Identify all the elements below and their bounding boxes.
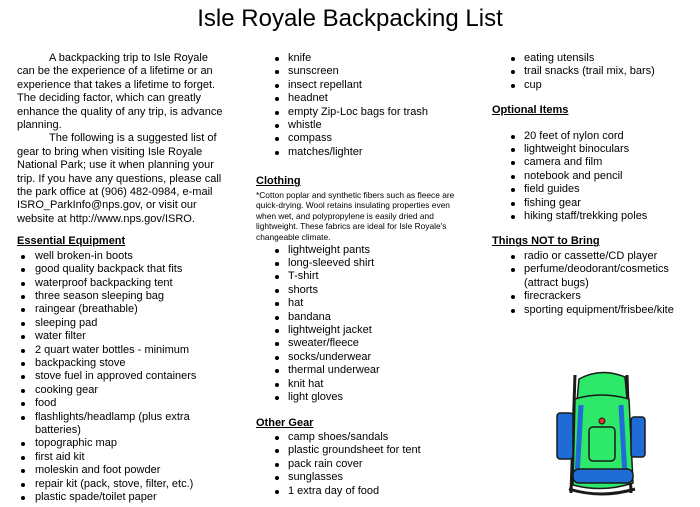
list-item: headnet [256,92,471,105]
other-gear-heading: Other Gear [256,416,314,429]
list-item: bandana [256,311,471,324]
list-item: plastic groundsheet for tent [256,444,471,457]
list-item: camp shoes/sandals [256,431,471,444]
column-left [17,52,227,504]
list-item: fishing gear [492,197,692,210]
optional-items-heading: Optional Items [492,104,569,117]
backpack-icon [545,365,655,500]
list-item: thermal underwear [256,364,471,377]
list-item: topographic map [17,437,227,450]
list-item: whistle [256,119,471,132]
list-item: shorts [256,284,471,297]
list-item: first aid kit [17,451,227,464]
list-item: field guides [492,183,692,196]
not-to-bring-heading: Things NOT to Bring [492,235,600,248]
essential-equipment-list [17,250,227,505]
list-item: perfume/deodorant/cosmetics (attract bugs) [492,263,692,290]
other-gear-list [256,431,471,498]
list-item: raingear (breathable) [17,303,227,316]
list-item: plastic spade/toilet paper [17,491,227,504]
list-item: knit hat [256,378,471,391]
clothing-heading: Clothing [256,175,301,188]
intro-paragraph-1: A backpacking trip to Isle Royale can be the experience of a lifetime or an experience that takes a lifetime to forget. The deciding factor, which can greatly enhance the quality of any trip, is advance planning. [17,52,223,132]
list-item: 1 extra day of food [256,485,471,498]
clothing-list [256,244,471,405]
not-to-bring-list [492,250,692,317]
list-item: sunglasses [256,471,471,484]
backpack-base [569,489,635,494]
list-item: empty Zip-Loc bags for trash [256,106,471,119]
list-item: well broken-in boots [17,250,227,263]
other-gear-list-continued [492,52,692,92]
backpack-buckle [599,418,605,424]
list-item: sunscreen [256,65,471,78]
list-item: waterproof backpacking tent [17,277,227,290]
list-item: moleskin and foot powder [17,464,227,477]
backpack-side-pocket [557,413,573,459]
list-item: lightweight pants [256,244,471,257]
list-item: firecrackers [492,290,692,303]
list-item: food [17,397,227,410]
page-title: Isle Royale Backpacking List [197,5,503,32]
list-item: lightweight jacket [256,324,471,337]
list-item: hiking staff/trekking poles [492,210,692,223]
list-item: 20 feet of nylon cord [492,130,692,143]
list-item: T-shirt [256,270,471,283]
list-item: cup [492,79,692,92]
list-item: light gloves [256,391,471,404]
list-item: compass [256,132,471,145]
list-item: pack rain cover [256,458,471,471]
essential-equipment-heading: Essential Equipment [17,235,126,248]
list-item: sleeping pad [17,317,227,330]
essential-equipment-list-continued [256,52,471,159]
list-item: three season sleeping bag [17,290,227,303]
list-item: notebook and pencil [492,170,692,183]
clothing-note: *Cotton poplar and synthetic fibers such as fleece are quick-drying. Wool retains insulating properties even when wet, and polypropylene is easily dried and lightweight. These fabrics are ideal for Isle Royale's changeable climate. [256,189,455,243]
list-item: cooking gear [17,384,227,397]
column-middle [256,52,471,498]
list-item: repair kit (pack, stove, filter, etc.) [17,478,227,491]
list-item: sporting equipment/frisbee/kite [492,304,692,317]
list-item: sweater/fleece [256,337,471,350]
list-item: hat [256,297,471,310]
optional-items-list [492,130,692,224]
list-item: trail snacks (trail mix, bars) [492,65,692,78]
list-item: knife [256,52,471,65]
list-item: socks/underwear [256,351,471,364]
list-item: lightweight binoculars [492,143,692,156]
list-item: good quality backpack that fits [17,263,227,276]
intro-text [17,52,227,226]
list-item: 2 quart water bottles - minimum [17,344,227,357]
list-item: eating utensils [492,52,692,65]
list-item: flashlights/headlamp (plus extra batteries) [17,411,227,438]
list-item: backpacking stove [17,357,227,370]
list-item: water filter [17,330,227,343]
list-item: stove fuel in approved containers [17,370,227,383]
intro-paragraph-2: The following is a suggested list of gear to bring when visiting Isle Royale National Park; use it when planning your trip. If you have any questions, please call the park office at (906) 482-0984, e-mail ISRO_ParkInfo@nps.gov, or visit our website at http://www.nps.gov/ISRO. [17,132,222,225]
list-item: radio or cassette/CD player [492,250,692,263]
list-item: camera and film [492,156,692,169]
list-item: insect repellant [256,79,471,92]
backpack-bottom-roll [573,469,633,483]
column-right [492,52,692,317]
list-item: matches/lighter [256,146,471,159]
list-item: long-sleeved shirt [256,257,471,270]
backpack-right-pocket [631,417,645,457]
backpack-front-pocket [589,427,615,461]
